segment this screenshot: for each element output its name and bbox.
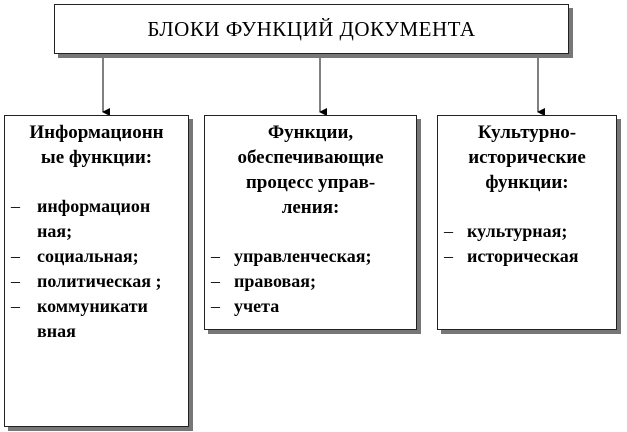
list-item (11, 294, 182, 344)
function-list (444, 219, 610, 269)
list-item (444, 244, 610, 269)
list-item-label: культурная; (467, 221, 568, 241)
block-title (211, 120, 410, 220)
administrative-functions-block (204, 115, 417, 330)
block-title-line: Информационн (29, 122, 164, 143)
dash-marker: – (11, 246, 20, 266)
block-title-line: Культурно- (477, 122, 577, 143)
list-item-label: учета (234, 296, 280, 316)
list-item (11, 194, 182, 244)
block-title-line: Функции, (267, 122, 354, 143)
dash-marker: – (11, 271, 20, 291)
block-title-line: функции: (485, 172, 569, 193)
list-item-label: управленческая; (234, 246, 372, 266)
list-item-label: коммуникати вная (37, 296, 148, 341)
list-item (444, 219, 610, 244)
cultural-historical-functions-block (437, 115, 617, 330)
list-item (11, 269, 182, 294)
dash-marker: – (11, 296, 20, 316)
list-item (211, 269, 410, 294)
diagram-title: БЛОКИ ФУНКЦИЙ ДОКУМЕНТА (147, 16, 476, 41)
block-title-line: ления: (281, 197, 340, 218)
block-title-line: исторические (468, 147, 586, 168)
function-list (211, 244, 410, 319)
dash-marker: – (211, 246, 220, 266)
dash-marker: – (444, 246, 453, 266)
block-title-line: обеспечивающие (237, 147, 384, 168)
dash-marker: – (211, 271, 220, 291)
block-title (11, 120, 182, 170)
list-item-label: социальная; (37, 246, 139, 266)
block-title (444, 120, 610, 195)
list-item (11, 244, 182, 269)
diagram-title-box (54, 4, 569, 54)
list-item-label: историческая (467, 246, 579, 266)
block-title-line: ые функции: (40, 147, 153, 168)
list-item (211, 244, 410, 269)
list-item-label: политическая ; (37, 271, 162, 291)
dash-marker: – (444, 221, 453, 241)
list-item-label: правовая; (234, 271, 316, 291)
block-title-line: процесс управ- (245, 172, 376, 193)
information-functions-block (4, 115, 189, 427)
list-item-label: информацион ная; (37, 196, 151, 241)
dash-marker: – (211, 296, 220, 316)
function-list (11, 194, 182, 344)
list-item (211, 294, 410, 319)
dash-marker: – (11, 196, 20, 216)
